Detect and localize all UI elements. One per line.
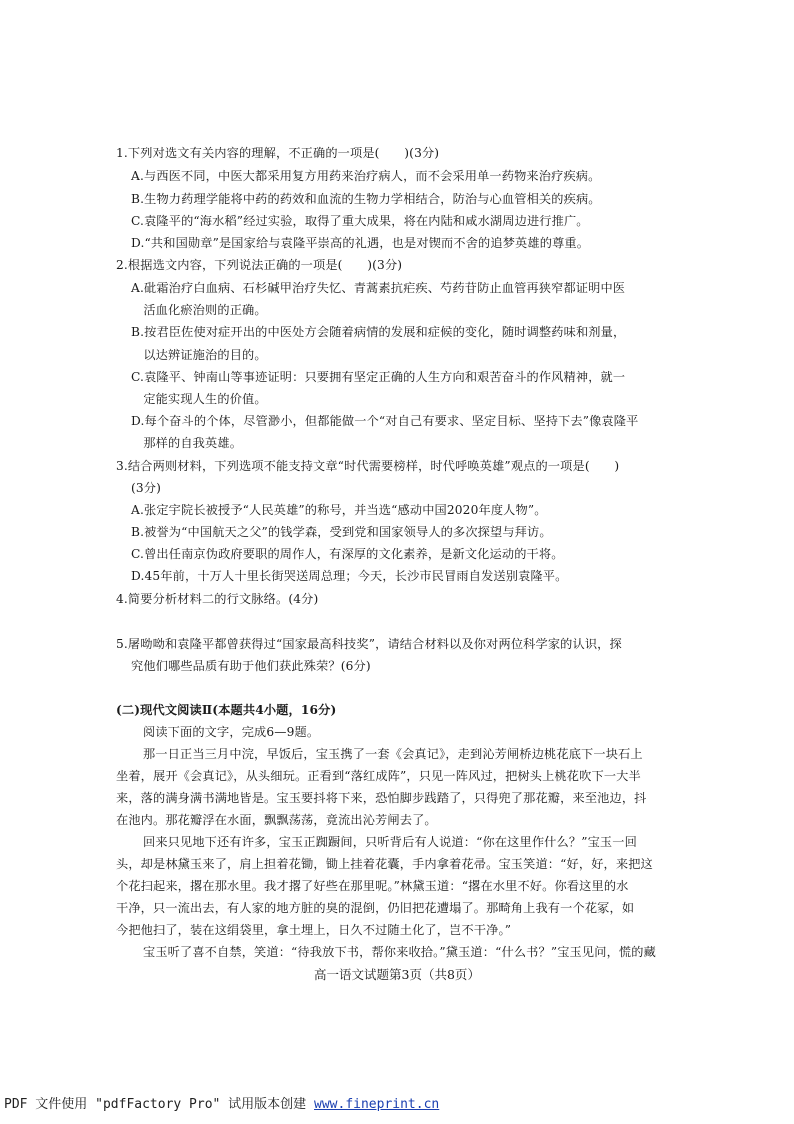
fineprint-link[interactable]: www.fineprint.cn xyxy=(314,1097,440,1112)
question-5-stem: 5.屠呦呦和袁隆平都曾获得过“国家最高科技奖”，请结合材料以及你对两位科学家的认识，探 xyxy=(116,637,622,651)
question-1-option-b: B.生物力药理学能将中药的药效和血流的生物力学相结合，防治与心血管相关的疾病。 xyxy=(131,192,601,206)
question-2-option-b-cont: 以达辨证施治的目的。 xyxy=(131,348,267,362)
question-3-option-c: C.曾出任南京伪政府要职的周作人，有深厚的文化素养，是新文化运动的干将。 xyxy=(131,547,564,561)
question-2-stem: 2.根据选文内容，下列说法正确的一项是( )(3分) xyxy=(116,258,403,272)
passage-line: 今把他扫了，装在这绢袋里，拿土埋上，日久不过随土化了，岂不干净。” xyxy=(116,923,512,937)
passage-line: 干净，只一流出去，有人家的地方脏的臭的混倒，仍旧把花遭塌了。那畸角上我有一个花冢，如 xyxy=(116,901,635,915)
question-3-option-d: D.45年前，十万人十里长街哭送周总理；今天，长沙市民冒雨自发送别袁隆平。 xyxy=(131,569,568,583)
watermark-text: PDF 文件使用 "pdfFactory Pro" 试用版本创建 xyxy=(4,1097,315,1112)
question-2-option-d-cont: 那样的自我英雄。 xyxy=(131,436,243,450)
passage-line: 在池内。那花瓣浮在水面，飘飘荡荡，竟流出沁芳闸去了。 xyxy=(116,813,437,827)
question-3-stem: 3.结合两则材料，下列选项不能支持文章“时代需要榜样，时代呼唤英雄”观点的一项是( ) xyxy=(116,459,620,473)
passage-line: 头，却是林黛玉来了，肩上担着花锄，锄上挂着花囊，手内拿着花帚。宝玉笑道：“好，好，来把这 xyxy=(116,857,653,871)
page-number: 高一语文试题第3页（共8页） xyxy=(314,967,480,982)
passage-line: 那一日正当三月中浣，早饭后，宝玉携了一套《会真记》，走到沁芳闸桥边桃花底下一块石上 xyxy=(143,747,643,761)
question-4-stem: 4.简要分析材料二的行文脉络。(4分) xyxy=(116,592,319,606)
question-2-option-a-cont: 活血化瘀治则的正确。 xyxy=(131,303,267,317)
question-2-option-d: D.每个奋斗的个体，尽管渺小，但都能做一个“对自己有要求、坚定目标、坚持下去”像袁隆平 xyxy=(131,414,639,428)
passage-line: 宝玉听了喜不自禁，笑道：“待我放下书，帮你来收拾。”黛玉道：“什么书？”宝玉见问，慌的藏 xyxy=(143,945,656,959)
question-1-option-a: A.与西医不同，中医大都采用复方用药来治疗病人，而不会采用单一药物来治疗疾病。 xyxy=(131,169,601,183)
passage-line: 回来只见地下还有许多，宝玉正踟蹰间，只听背后有人说道：“你在这里作什么？”宝玉一回 xyxy=(143,835,637,849)
question-3-option-b: B.被誉为“中国航天之父”的钱学森，受到党和国家领导人的多次探望与拜访。 xyxy=(131,525,552,539)
section-instruction: 阅读下面的文字，完成6—9题。 xyxy=(143,725,320,739)
question-2-option-b: B.按君臣佐使对症开出的中医处方会随着病情的发展和症候的变化，随时调整药味和剂量， xyxy=(131,325,626,339)
question-3-option-a: A.张定宇院长被授予“人民英雄”的称号，并当选“感动中国2020年度人物”。 xyxy=(131,503,547,517)
pdf-watermark xyxy=(4,1093,439,1112)
question-1-option-c: C.袁隆平的“海水稻”经过实验，取得了重大成果，将在内陆和咸水湖周边进行推广。 xyxy=(131,214,589,228)
section-heading: (二)现代文阅读Ⅱ(本题共4小题，16分) xyxy=(116,703,337,717)
question-2-option-a: A.砒霜治疗白血病、石杉碱甲治疗失忆、青蒿素抗疟疾、芍药苷防止血管再狭窄都证明中医 xyxy=(131,281,626,295)
question-2-option-c-cont: 定能实现人生的价值。 xyxy=(131,392,267,406)
question-5-stem-cont: 究他们哪些品质有助于他们获此殊荣？(6分) xyxy=(131,659,371,673)
question-3-stem-cont: (3分) xyxy=(131,481,162,495)
question-1-stem: 1.下列对选文有关内容的理解，不正确的一项是( )(3分) xyxy=(116,146,440,160)
passage-line: 个花扫起来，撂在那水里。我才撂了好些在那里呢。”林黛玉道：“撂在水里不好。你看这里的水 xyxy=(116,879,629,893)
question-2-option-c: C.袁隆平、钟南山等事迹证明：只要拥有坚定正确的人生方向和艰苦奋斗的作风精神，就一 xyxy=(131,370,626,384)
passage-line: 坐着，展开《会真记》，从头细玩。正看到“落红成阵”，只见一阵风过，把树头上桃花吹下一大半 xyxy=(116,769,641,783)
question-1-option-d: D.“共和国勋章”是国家给与袁隆平崇高的礼遇，也是对锲而不舍的追梦英雄的尊重。 xyxy=(131,236,590,250)
passage-line: 来，落的满身满书满地皆是。宝玉要抖将下来，恐怕脚步践踏了，只得兜了那花瓣，来至池边，抖 xyxy=(116,791,647,805)
